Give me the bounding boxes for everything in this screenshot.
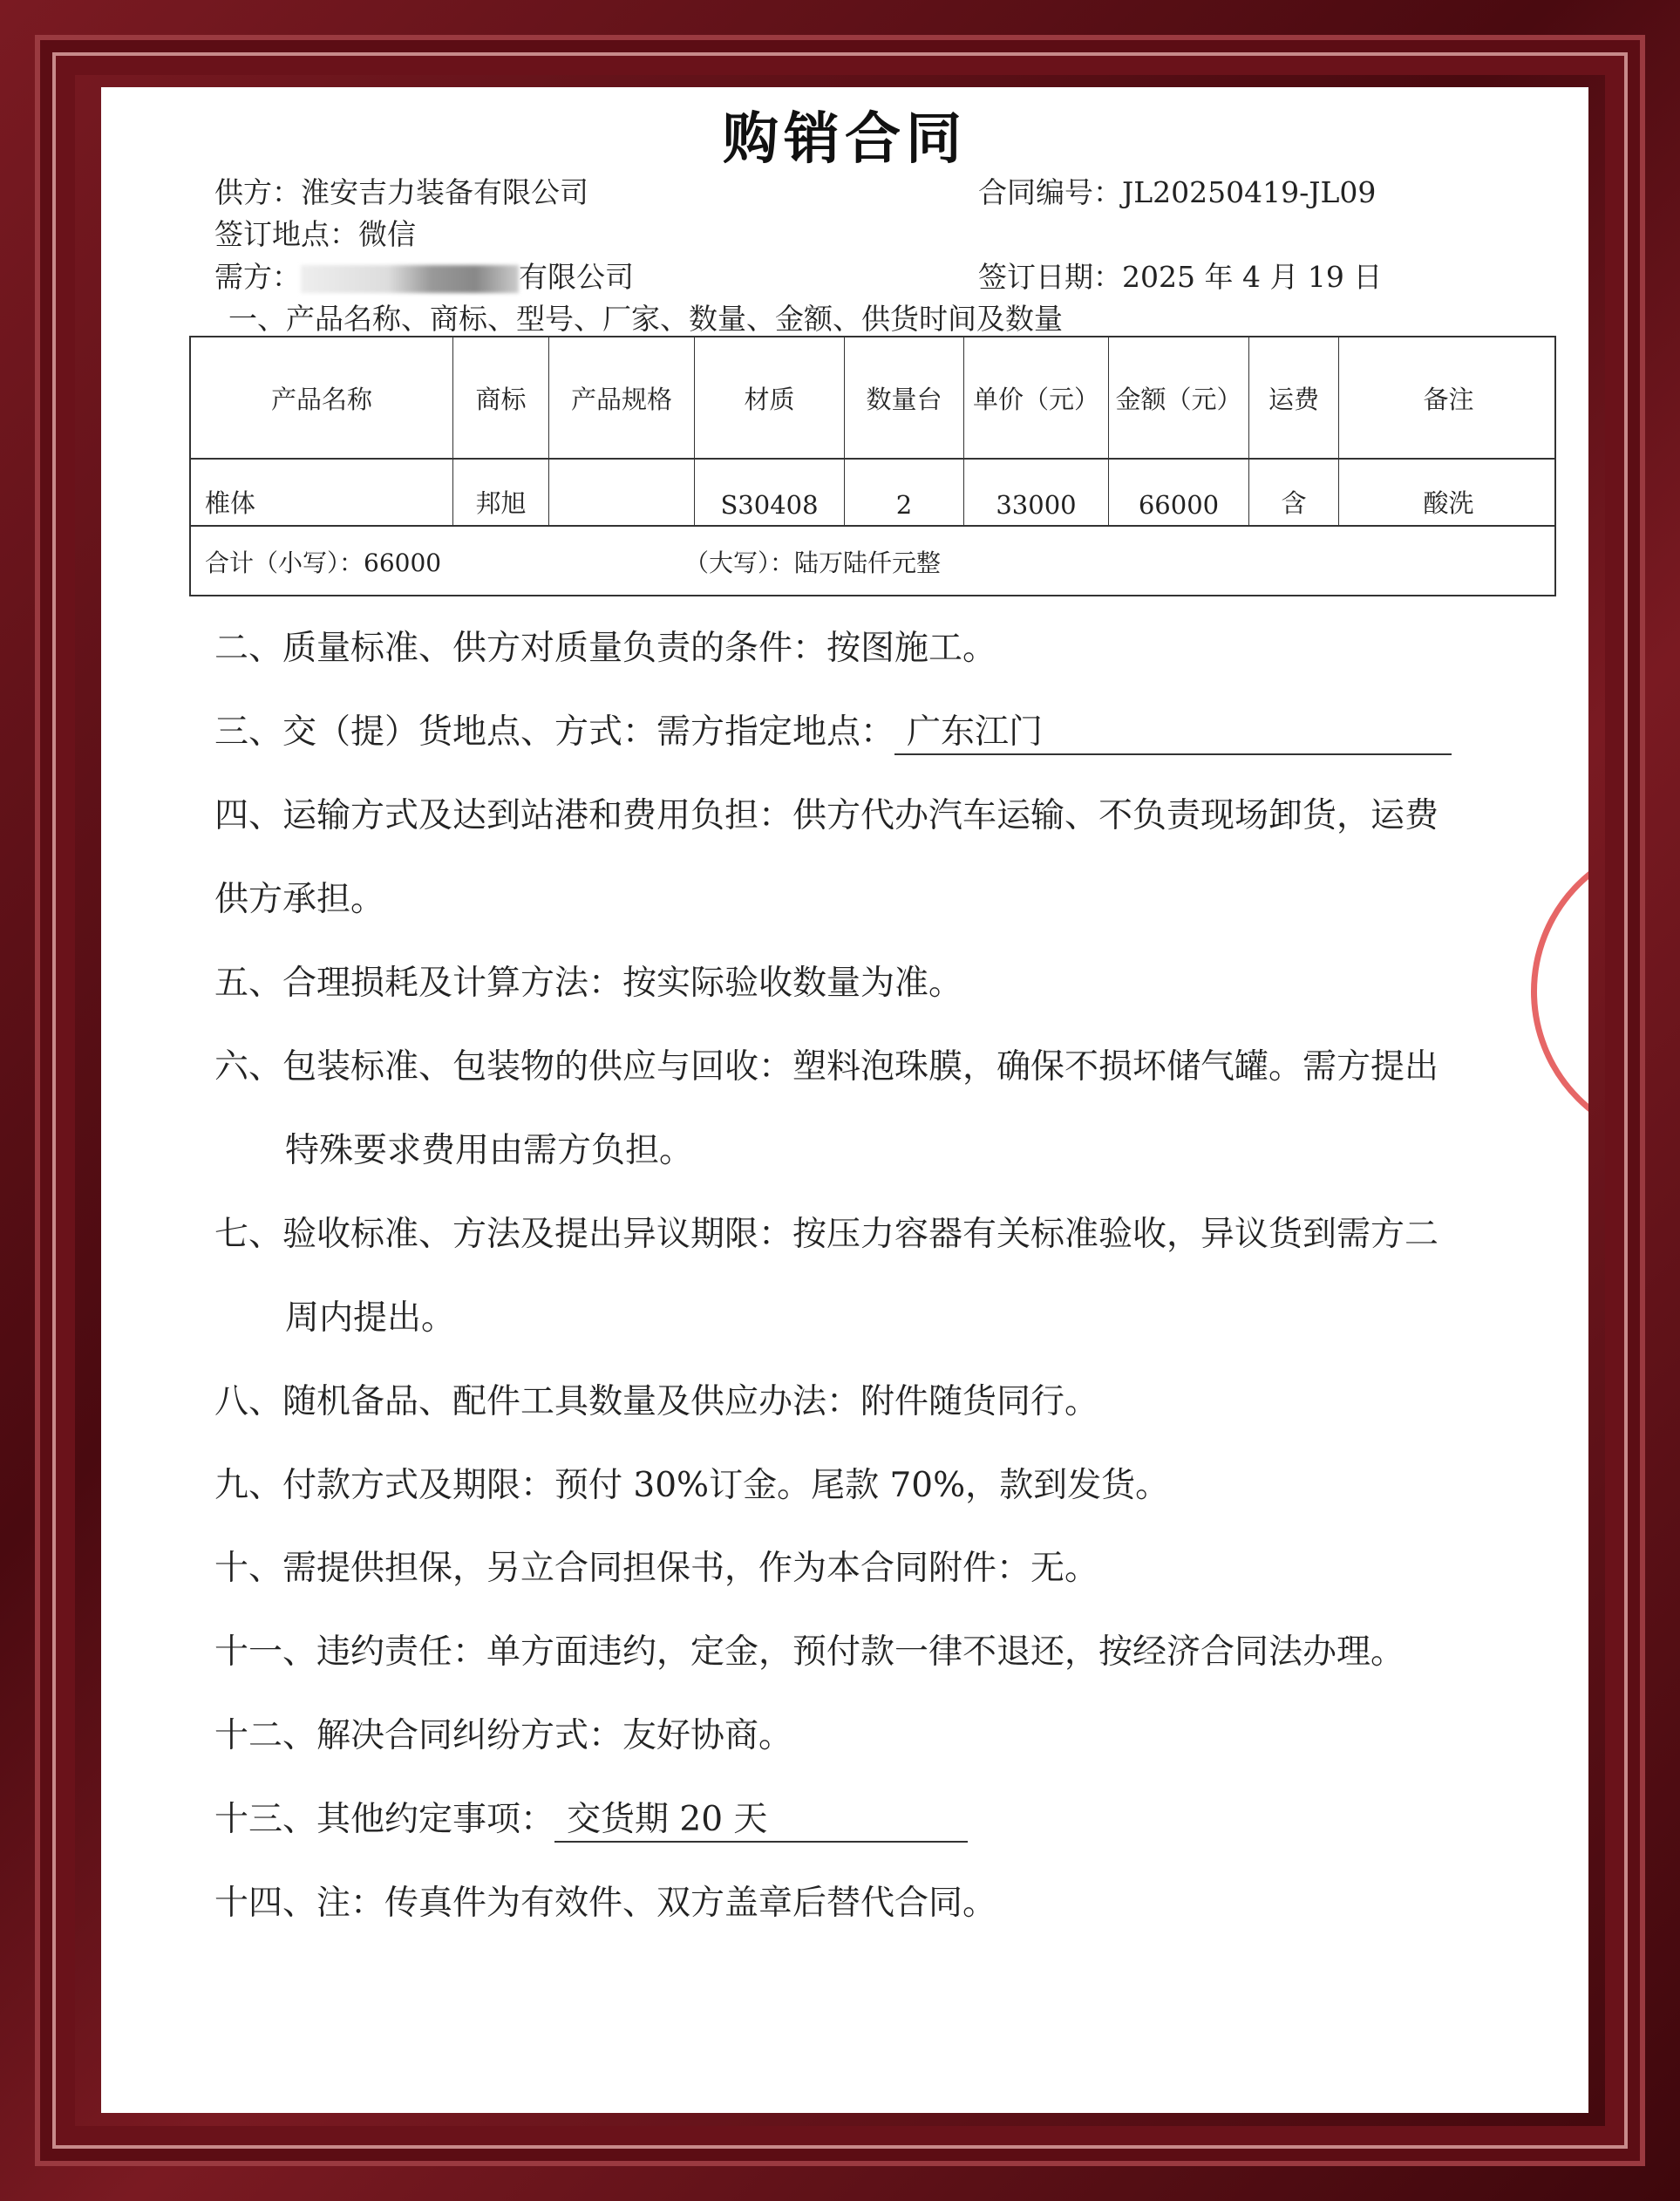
clause-13-label: 十三、其他约定事项：	[214, 1800, 555, 1839]
clause-14: 十四、注：传真件为有效件、双方盖章后替代合同。	[214, 1884, 997, 1923]
document-title: 购销合同	[723, 106, 967, 172]
clause-2: 二、质量标准、供方对质量负责的条件：按图施工。	[214, 629, 997, 668]
cell-material: S30408	[695, 460, 845, 525]
buyer-prefix: 需方：	[214, 260, 301, 294]
cell-freight: 含	[1249, 460, 1339, 525]
table-row	[191, 460, 1554, 527]
header-cell: 产品规格	[549, 337, 695, 458]
total-small: 合计（小写）：66000	[205, 549, 442, 577]
clause-4-cont: 供方承担。	[214, 880, 385, 919]
cell-product-name: 椎体	[191, 460, 453, 525]
clause-3	[214, 705, 1452, 755]
header-cell: 商标	[453, 337, 549, 458]
clause-8: 八、随机备品、配件工具数量及供应办法：附件随货同行。	[214, 1382, 1099, 1421]
header-cell: 数量台	[845, 337, 964, 458]
clause-4: 四、运输方式及达到站港和费用负担：供方代办汽车运输、不负责现场卸货，运费	[214, 796, 1439, 835]
supplier: 供方：淮安吉力装备有限公司	[214, 175, 588, 209]
sign-place: 签订地点：微信	[214, 217, 416, 251]
cell-brand: 邦旭	[453, 460, 549, 525]
sign-date: 签订日期：2025 年 4 月 19 日	[978, 260, 1383, 294]
buyer-suffix: 有限公司	[519, 260, 634, 294]
clause-9: 九、付款方式及期限：预付 30%订金。尾款 70%，款到发货。	[214, 1466, 1170, 1505]
clause-7-cont: 周内提出。	[285, 1298, 456, 1338]
cell-remark: 酸洗	[1423, 488, 1474, 518]
cell-spec	[549, 460, 695, 525]
product-table	[189, 336, 1556, 596]
header-cell: 产品名称	[191, 337, 453, 458]
contract-document	[101, 87, 1588, 2113]
section-1-heading: 一、产品名称、商标、型号、厂家、数量、金额、供货时间及数量	[228, 302, 1063, 336]
clause-12: 十二、解决合同纠纷方式：友好协商。	[214, 1716, 793, 1755]
clause-7: 七、验收标准、方法及提出异议期限：按压力容器有关标准验收，异议货到需方二	[214, 1215, 1439, 1254]
clause-6: 六、包装标准、包装物的供应与回收：塑料泡珠膜，确保不损坏储气罐。需方提出	[214, 1047, 1439, 1087]
cell-unit-price: 33000	[964, 460, 1109, 525]
cell-quantity: 2	[845, 460, 964, 525]
clause-11: 十一、违约责任：单方面违约，定金，预付款一律不退还，按经济合同法办理。	[214, 1632, 1405, 1672]
table-header-row	[191, 337, 1554, 460]
delivery-period: 交货期 20 天	[554, 1792, 968, 1843]
cell-amount: 66000	[1109, 460, 1249, 525]
clause-6-cont: 特殊要求费用由需方负担。	[285, 1131, 694, 1170]
clause-5: 五、合理损耗及计算方法：按实际验收数量为准。	[214, 964, 963, 1003]
buyer	[214, 255, 634, 296]
redacted-name	[301, 265, 519, 293]
company-seal-stamp	[1531, 837, 1588, 1146]
clause-10: 十、需提供担保，另立合同担保书，作为本合同附件：无。	[214, 1549, 1099, 1588]
clause-3-label: 三、交（提）货地点、方式：需方指定地点：	[214, 712, 895, 752]
header-cell: 运费	[1249, 337, 1339, 458]
total-big: （大写）：陆万陆仟元整	[684, 549, 942, 577]
header-cell: 备注	[1423, 384, 1474, 414]
delivery-location: 广东江门	[894, 705, 1452, 755]
contract-number: 合同编号：JL20250419-JL09	[978, 175, 1377, 209]
header-cell: 金额（元）	[1109, 337, 1249, 458]
header-cell: 材质	[695, 337, 845, 458]
header-cell: 单价（元）	[964, 337, 1109, 458]
clause-13	[214, 1792, 968, 1843]
